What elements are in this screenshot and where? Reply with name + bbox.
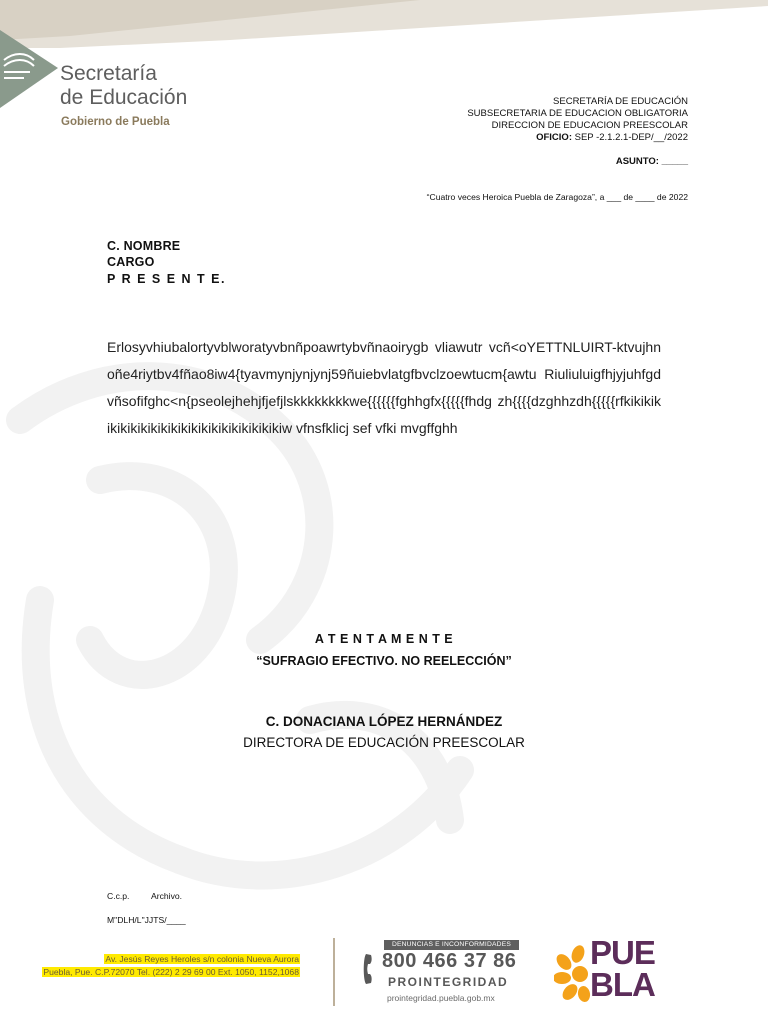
header-oficio [536,132,688,144]
phone-icon [362,952,382,986]
prointegridad-url[interactable]: prointegridad.puebla.gob.mx [387,993,495,1003]
signer-title: DIRECTORA DE EDUCACIÓN PREESCOLAR [243,735,525,750]
logo-title-line2: de Educación [60,86,188,109]
puebla-logo-line1: PUE [590,934,655,971]
footer-address [42,953,300,979]
closing-motto: “SUFRAGIO EFECTIVO. NO REELECCIÓN” [256,654,512,668]
oficio-label: OFICIO: [536,132,572,143]
addressee-position: CARGO [107,255,155,269]
header-asunto: ASUNTO: _____ [615,156,688,167]
puebla-logo [554,934,664,1008]
denuncias-tag: DENUNCIAS E INCONFORMIDADES [384,940,519,950]
footer-address-line1: Av. Jesús Reyes Heroles s/n colonia Nueva Aurora [105,954,299,964]
oficio-value: SEP -2.1.2.1-DEP/__/2022 [571,132,688,143]
closing-atentamente: A T E N T A M E N T E [314,632,454,646]
header-line-subsecretaria: SUBSECRETARIA DE EDUCACION OBLIGATORIA [467,108,688,119]
ccp-label: C.c.p. [107,891,130,901]
prointegridad-label: PROINTEGRIDAD [388,975,509,989]
footer-address-line2: Puebla, Pue. C.P.72070 Tel. (222) 2 29 69 00 Ext. 1050, 1152,1068 [43,967,299,977]
footer-divider [333,938,335,1006]
header-line-direccion: DIRECCION DE EDUCACION PREESCOLAR [491,120,688,131]
sep-logo-icon [0,30,62,108]
addressee-name: C. NOMBRE [107,239,181,253]
puebla-flower-icon [554,944,592,1002]
ccp-value: Archivo. [151,891,183,901]
logo-subtitle: Gobierno de Puebla [61,116,170,128]
header-band [0,0,768,48]
addressee-presente: P R E S E N T E. [107,272,226,286]
header-place-date: “Cuatro veces Heroica Puebla de Zaragoza”, a ___ de ____ de 2022 [426,192,688,202]
signer-name: C. DONACIANA LÓPEZ HERNÁNDEZ [265,714,503,729]
ccp-initials: M"DLH/L"JJTS/____ [107,915,186,925]
phone-number: 800 466 37 86 [382,950,517,972]
letter-body: Erlosyvhiubalortyvblworatyvbnñpoawrtybvñnaoirygb vliawutr vcñ<oYETTNLUIRT-ktvujhnoñe4riytbv4fñao8iw4{tyavmynjynjynj59ñuiebvlatgfbvclzoewtucm{awtu Riuliuluigfhjyjuhfgdvñsofifghc<n{pseolejhehjfjefjlskkkkkkkkwe{{{{{{fghhgfx{{{{{fhdg zh{{{{dzghhzdh{{{{{rfkikikikikikikikikikikikikikikikikikikikikiw vfnsfklicj sef vfki mvgffghh [107,339,661,436]
puebla-logo-line2: BLA [590,966,655,1003]
header-line-secretaria: SECRETARÍA DE EDUCACIÓN [553,96,688,107]
logo-title-line1: Secretaría [60,62,157,85]
